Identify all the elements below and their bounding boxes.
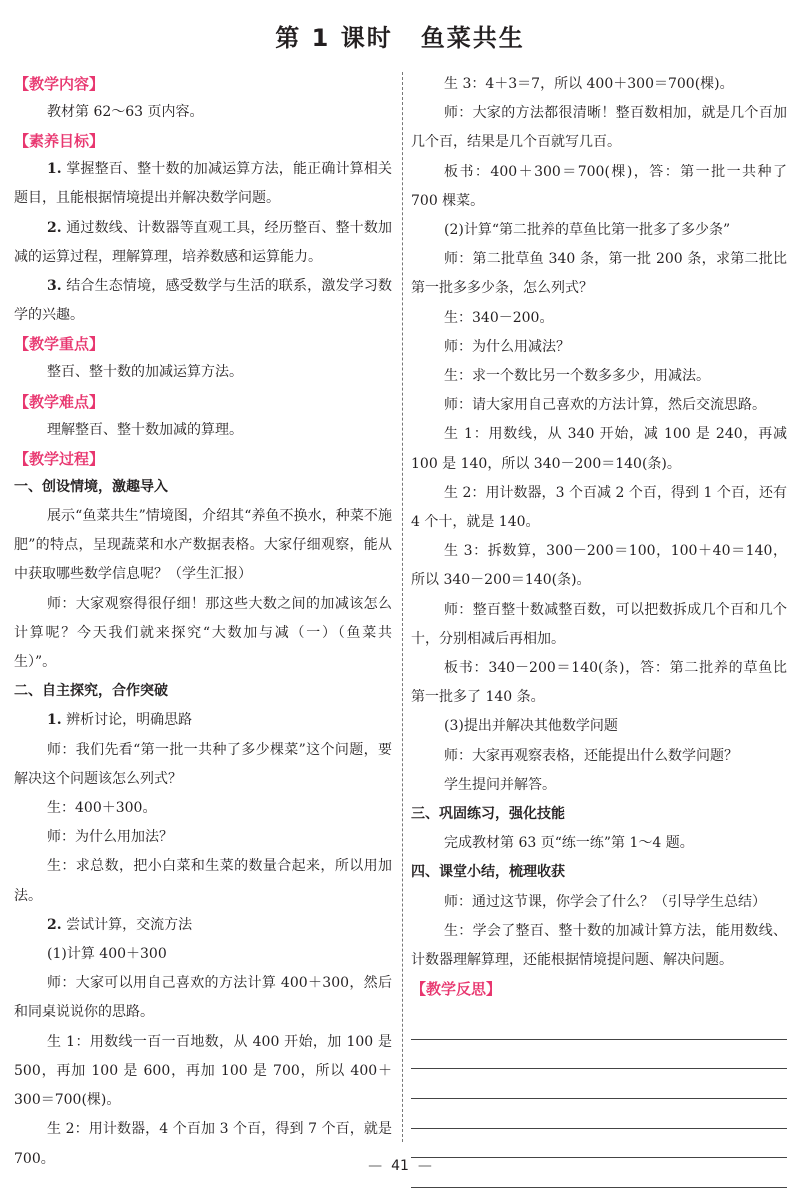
paragraph: 师：大家的方法都很清晰！整百数相加，就是几个百加几个百，结果是几个百就写几百。 [411, 105, 787, 151]
writing-line [411, 1010, 787, 1040]
paragraph: 生：340－200。 [444, 309, 554, 326]
left-column [14, 70, 392, 1174]
section-heading-reflection: 【教学反思】 [411, 980, 502, 999]
writing-line [411, 1040, 787, 1070]
goal-1-text: 掌握整百、整十数的加减运算方法，能正确计算相关题目，且能根据情境提出并解决数学问题。 [14, 161, 392, 207]
paragraph: (2)计算“第二批养的草鱼比第一批多了多少条” [444, 222, 731, 239]
paragraph: 生 3：拆数算，300－200＝100，100＋40＝140，所以 340－200＝140(条)。 [411, 543, 787, 589]
paragraph: 师：大家可以用自己喜欢的方法计算 400＋300，然后和同桌说说你的思路。 [14, 975, 392, 1021]
section-heading-key: 【教学重点】 [14, 335, 105, 354]
writing-line [411, 1129, 787, 1159]
process-step-1-heading: 一、创设情境，激趣导入 [14, 478, 168, 495]
paragraph: 生 1：用数线，从 340 开始，减 100 是 240，再减 100 是 140，所以 340－200＝140(条)。 [411, 426, 787, 472]
paragraph: 生：求一个数比另一个数多多少，用减法。 [444, 368, 710, 385]
key-text: 整百、整十数的加减运算方法。 [47, 364, 243, 381]
goal-3-text: 结合生态情境，感受数学与生活的联系，激发学习数学的兴趣。 [14, 278, 392, 324]
subheading-2-text: 尝试计算，交流方法 [61, 916, 193, 933]
paragraph: 师：通过这节课，你学会了什么？（引导学生总结） [444, 893, 766, 910]
lesson-number: 第 1 课时 [275, 24, 393, 52]
paragraph: (3)提出并解决其他数学问题 [444, 718, 618, 735]
paragraph: 师：整百整十数减整百数，可以把数拆成几个百和几个十，分别相减后再相加。 [411, 601, 787, 647]
subheading-1-number: 1. [47, 712, 62, 729]
goal-1-number: 1. [47, 161, 62, 178]
paragraph: (1)计算 400＋300 [47, 946, 167, 963]
paragraph: 完成教材第 63 页“练一练”第 1～4 题。 [444, 835, 694, 852]
paragraph: 师：为什么用减法？ [444, 338, 570, 355]
subheading-1-text: 辨析讨论，明确思路 [61, 712, 193, 729]
paragraph: 学生提问并解答。 [444, 776, 556, 793]
goal-2-text: 通过数线、计数器等直观工具，经历整百、整十数加减的运算过程，理解算理，培养数感和运算能力。 [14, 219, 392, 265]
process-step-3-heading: 三、巩固练习，强化技能 [411, 806, 565, 823]
paragraph: 展示“鱼菜共生”情境图，介绍其“养鱼不换水，种菜不施肥”的特点，呈现蔬菜和水产数据表格。大家仔细观察，能从中获取哪些数学信息呢？（学生汇报） [14, 508, 392, 583]
paragraph: 生：400＋300。 [47, 800, 157, 817]
goal-2-number: 2. [47, 219, 62, 236]
goal-1 [14, 155, 392, 213]
process-step-2-heading: 二、自主探究，合作突破 [14, 683, 168, 700]
page-number: — 41 — [368, 1158, 432, 1174]
column-divider [402, 72, 403, 1142]
subheading-2 [14, 911, 392, 940]
section-heading-process: 【教学过程】 [14, 449, 105, 468]
subheading-1 [14, 706, 392, 735]
section-heading-difficulty: 【教学难点】 [14, 392, 105, 411]
paragraph: 生 2：用计数器，4 个百加 3 个百，得到 7 个百，就是 700。 [14, 1121, 392, 1167]
page-title [0, 20, 800, 56]
paragraph: 师：我们先看“第一批一共种了多少棵菜”这个问题，要解决这个问题该怎么列式？ [14, 741, 392, 787]
paragraph: 师：请大家用自己喜欢的方法计算，然后交流思路。 [444, 397, 766, 414]
goal-3 [14, 272, 392, 330]
paragraph: 生：求总数，把小白菜和生菜的数量合起来，所以用加法。 [14, 858, 392, 904]
paragraph: 生 1：用数线一百一百地数，从 400 开始，加 100 是 500，再加 100 是 600，再加 100 是 700，所以 400＋300＝700(棵)。 [14, 1033, 392, 1109]
paragraph: 生：学会了整百、整十数的加减计算方法，能用数线、计数器理解算理，还能根据情境提问题、解决问题。 [411, 922, 787, 969]
goal-3-number: 3. [47, 278, 62, 295]
paragraph: 师：为什么用加法？ [47, 829, 173, 846]
lesson-name: 鱼菜共生 [420, 24, 525, 52]
writing-line [411, 1069, 787, 1099]
section-heading-content: 【教学内容】 [14, 75, 105, 93]
writing-line [411, 1099, 787, 1129]
section-heading-goals: 【素养目标】 [14, 132, 105, 151]
paragraph: 生 3：4＋3＝7，所以 400＋300＝700(棵)。 [444, 76, 734, 92]
difficulty-text: 理解整百、整十数加减的算理。 [47, 421, 243, 438]
page-number-value: 41 [391, 1158, 409, 1174]
goal-2 [14, 214, 392, 272]
paragraph: 板书：340－200＝140(条)，答：第二批养的草鱼比第一批多了 140 条。 [411, 660, 787, 706]
paragraph: 生 2：用计数器，3 个百减 2 个百，得到 1 个百，还有 4 个十，就是 140。 [411, 484, 787, 531]
paragraph: 师：第二批草鱼 340 条，第一批 200 条，求第二批比第一批多多少条，怎么列式？ [411, 251, 787, 297]
subheading-2-number: 2. [47, 916, 62, 933]
paragraph: 板书：400＋300＝700(棵)，答：第一批一共种了 700 棵菜。 [411, 163, 787, 209]
right-column [411, 70, 787, 1188]
process-step-4-heading: 四、课堂小结，梳理收获 [411, 864, 565, 881]
paragraph: 师：大家观察得很仔细！那这些大数之间的加减该怎么计算呢？今天我们就来探究“大数加与减（一）（鱼菜共生）”。 [14, 595, 392, 671]
content-text: 教材第 62～63 页内容。 [47, 104, 204, 120]
paragraph: 师：大家再观察表格，还能提出什么数学问题？ [444, 747, 738, 764]
